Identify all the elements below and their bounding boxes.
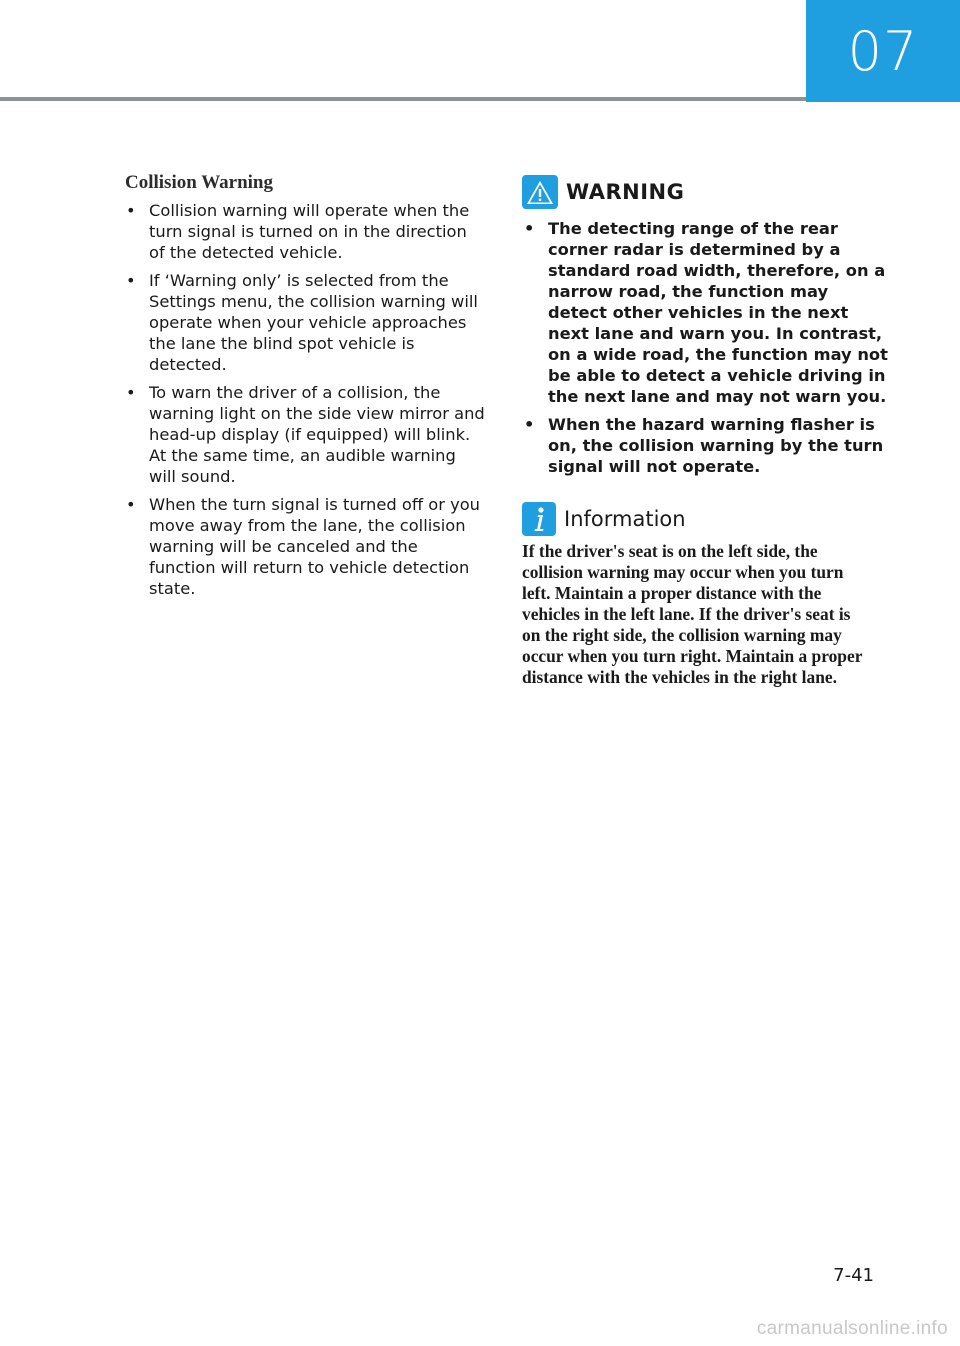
info-icon [522,502,556,536]
list-item: • To warn the driver of a collision, the warning light on the side view mirror and head-up display (if equipped) will blink. At the same time, an audible warning will sound. [126,383,485,486]
warning-title: WARNING [566,180,685,204]
information-header [522,499,892,539]
watermark: carmanualsonline.info [756,1318,948,1339]
bullet-icon: • [126,383,136,402]
information-text: If the driver's seat is on the left side, the collision warning may occur when you turn left. Maintain a proper distance with the vehicles in the left lane. If the driver's seat is on the right side, the collision warning may occur when you turn right. Maintain a proper distance with the vehicles in the right lane. [522,541,863,687]
header-rule [0,97,806,101]
section-heading: Collision Warning [125,172,274,193]
list-item: • Collision warning will operate when the turn signal is turned on in the direction of the detected vehicle. [126,201,470,262]
notes-column [522,172,892,688]
information-title: Information [564,507,686,531]
collision-warning-section [125,172,485,606]
list-item: • If ‘Warning only’ is selected from the Settings menu, the collision warning will operate when your vehicle approaches the lane the blind spot vehicle is detected. [126,271,478,374]
bullet-icon: • [126,201,136,220]
chapter-tab: 07 [806,0,960,102]
bullet-icon: • [524,219,535,238]
page-number: 7-41 [833,1265,874,1286]
warning-list [522,218,892,477]
list-item: • When the turn signal is turned off or you move away from the lane, the collision warning will be canceled and the function will return to vehicle detection state. [126,495,480,598]
bullet-icon: • [126,271,136,290]
warning-header [522,172,892,212]
collision-warning-list [125,200,485,599]
warning-triangle-icon [522,175,558,209]
list-item: • When the hazard warning flasher is on, the collision warning by the turn signal will not operate. [524,415,884,476]
list-item: • The detecting range of the rear corner radar is determined by a standard road width, therefore, on a narrow road, the function may detect other vehicles in the next next lane and warn you. In contrast, on a wide road, the function may not be able to detect a vehicle driving in the next lane and may not warn you. [524,219,888,406]
bullet-icon: • [126,495,136,514]
bullet-icon: • [524,415,535,434]
